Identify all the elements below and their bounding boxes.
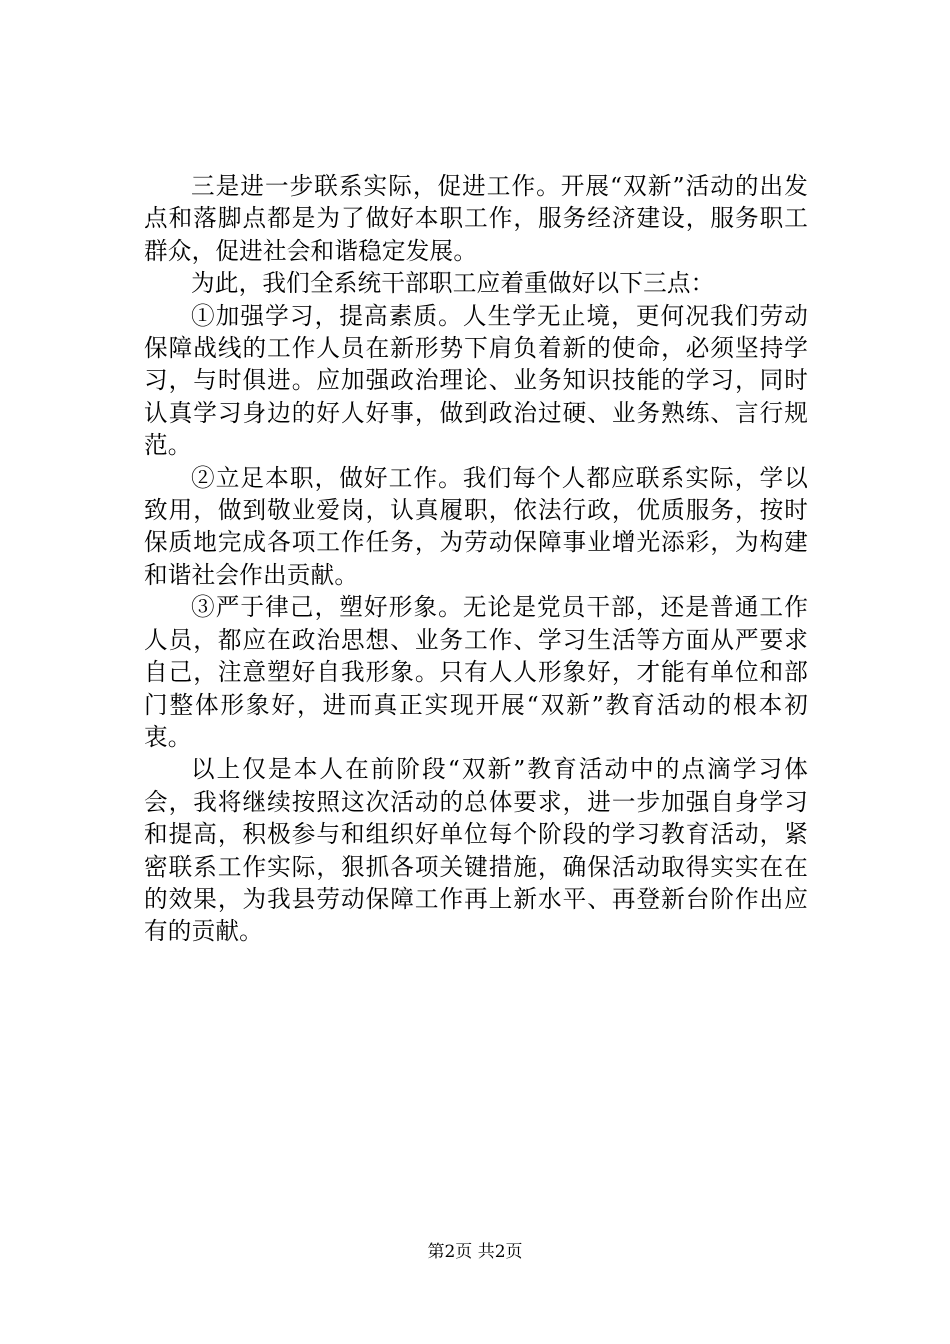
paragraph-item-3: ③严于律己，塑好形象。无论是党员干部，还是普通工作人员，都应在政治思想、业务工作、学习生活等方面从严要求自己，注意塑好自我形象。只有人人形象好，才能有单位和部门整体形象好，进而真正实现开展“双新”教育活动的根本初衷。 <box>144 593 808 751</box>
document-body <box>144 170 808 948</box>
paragraph-point-three: 三是进一步联系实际，促进工作。开展“双新”活动的出发点和落脚点都是为了做好本职工作，服务经济建设，服务职工群众，促进社会和谐稳定发展。 <box>144 172 808 265</box>
page-number-footer: 第2页 共2页 <box>427 1242 523 1262</box>
paragraph-conclusion: 以上仅是本人在前阶段“双新”教育活动中的点滴学习体会，我将继续按照这次活动的总体要求，进一步加强自身学习和提高，积极参与和组织好单位每个阶段的学习教育活动，紧密联系工作实际，狠抓各项关键措施，确保活动取得实实在在的效果，为我县劳动保障工作再上新水平、再登新台阶作出应有的贡献。 <box>144 755 808 946</box>
paragraph-item-1: ①加强学习，提高素质。人生学无止境，更何况我们劳动保障战线的工作人员在新形势下肩负着新的使命，必须坚持学习，与时俱进。应加强政治理论、业务知识技能的学习，同时认真学习身边的好人好事，做到政治过硬、业务熟练、言行规范。 <box>144 301 808 460</box>
paragraph-intro-three-points: 为此，我们全系统干部职工应着重做好以下三点： <box>191 269 715 298</box>
paragraph-item-2: ②立足本职，做好工作。我们每个人都应联系实际，学以致用，做到敬业爱岗，认真履职，依法行政，优质服务，按时保质地完成各项工作任务，为劳动保障事业增光添彩，为构建和谐社会作出贡献。 <box>144 463 808 589</box>
